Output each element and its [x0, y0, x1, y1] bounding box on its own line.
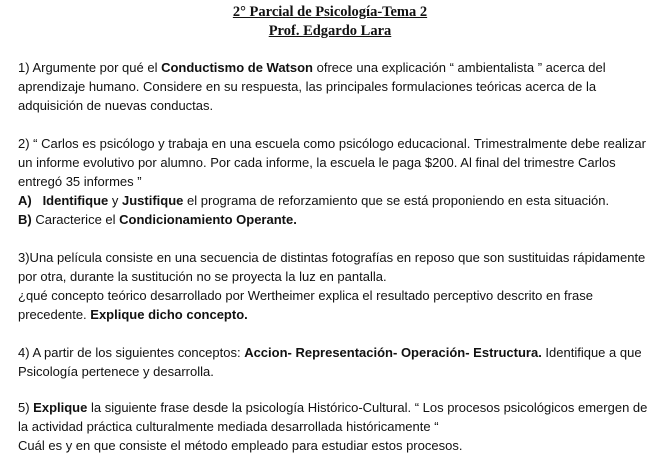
q4-bold-concepts: Accion- Representación- Operación- Estructura.: [244, 345, 542, 360]
q2-a-mid: y: [108, 193, 123, 208]
q5-bold: Explique: [33, 400, 88, 415]
q3-line1: 3)Una película consiste en una secuencia de distintas fotografías en reposo que son sustituidas rápidamente por otra, durante la sustitución no se proyecta la luz en pantalla.: [18, 250, 646, 284]
q2-a-bold2: Justifique: [122, 193, 184, 208]
q1-text-start: 1) Argumente por qué el: [18, 60, 162, 75]
q1-text-end: ofrece una explicación “ ambientalista ” acerca del aprendizaje humano. Considere en su respuesta, las principales formulaciones teóricas acerca de la adquisición de nuevas conductas.: [18, 60, 606, 113]
q4-text-end: Identifique a que Psicología pertenece y desarrolla.: [18, 345, 642, 379]
q5-number: 5): [18, 400, 34, 415]
q2-a-rest: el programa de reforzamiento que se está proponiendo en esta situación.: [183, 193, 610, 208]
q2-b-text: Caracterice el: [31, 212, 120, 227]
q2-item-b: [18, 210, 654, 229]
exam-title: 2° Parcial de Psicología-Tema 2: [232, 4, 428, 20]
q3-line2: ¿qué concepto teórico desarrollado por Wertheimer explica el resultado perceptivo descrito en frase precedente.: [18, 288, 593, 322]
q2-b-label: B): [18, 212, 32, 227]
professor-name: Prof. Edgardo Lara: [268, 23, 392, 39]
question-2: [18, 134, 654, 229]
q2-item-a: [18, 191, 654, 210]
q4-text-start: 4) A partir de los siguientes conceptos:: [18, 345, 245, 360]
exam-header: [0, 3, 660, 41]
q5-line2: Cuál es y en que consiste el método empleado para estudiar estos procesos.: [18, 438, 463, 453]
question-1: [18, 58, 654, 115]
q2-a-label: A): [18, 193, 32, 208]
q2-b-bold: Condicionamiento Operante.: [119, 212, 297, 227]
q2-intro: 2) “ Carlos es psicólogo y trabaja en una escuela como psicólogo educacional. Trimestralmente debe realizar un informe evolutivo por alumno. Por cada informe, la escuela le paga $200. Al final del trimestre Carlos entregó 35 informes ”: [18, 136, 646, 189]
question-4: [18, 343, 654, 381]
q5-text: la siguiente frase desde la psicología Histórico-Cultural. “ Los procesos psicológicos emergen de la actividad práctica culturalmente mediada desarrollada históricamente “: [18, 400, 648, 434]
question-3: [18, 248, 654, 324]
q1-bold-term: Conductismo de Watson: [161, 60, 313, 75]
q2-a-bold1: Identifique: [42, 193, 109, 208]
question-5: [18, 398, 654, 455]
q3-bold: Explique dicho concepto.: [90, 307, 248, 322]
